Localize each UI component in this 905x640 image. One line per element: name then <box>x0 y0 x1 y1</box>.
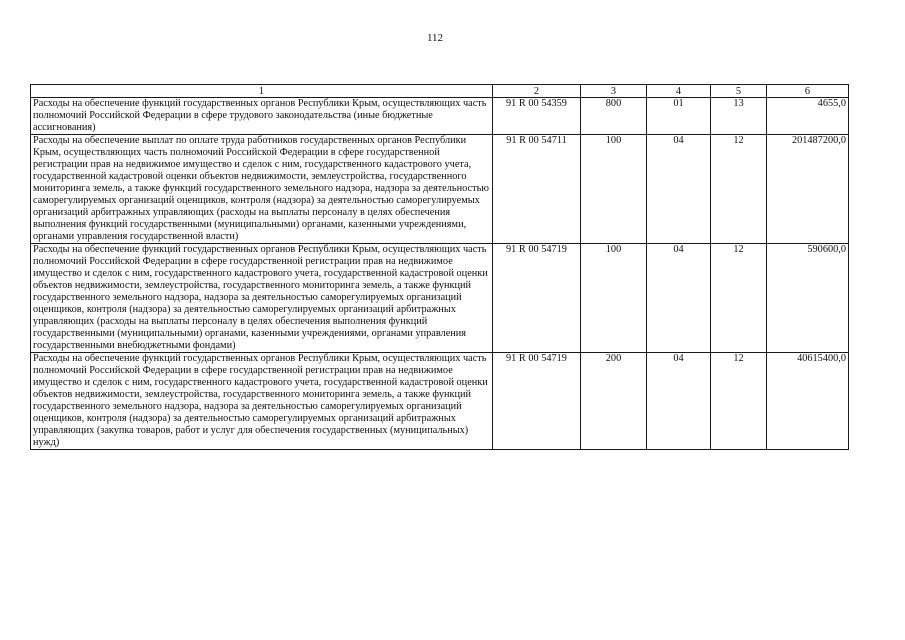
table-row <box>31 98 849 135</box>
row-subsection: 12 <box>711 353 767 450</box>
row-target-code: 91 R 00 54711 <box>493 135 581 244</box>
row-expense-type: 200 <box>581 353 647 450</box>
row-amount: 201487200,0 <box>767 135 849 244</box>
row-section: 04 <box>647 244 711 353</box>
row-amount: 590600,0 <box>767 244 849 353</box>
row-expense-type: 100 <box>581 135 647 244</box>
column-header-5: 5 <box>711 85 767 98</box>
table-row <box>31 244 849 353</box>
table-row <box>31 135 849 244</box>
row-expense-type: 100 <box>581 244 647 353</box>
row-section: 04 <box>647 353 711 450</box>
row-section: 04 <box>647 135 711 244</box>
row-section: 01 <box>647 98 711 135</box>
column-header-4: 4 <box>647 85 711 98</box>
row-target-code: 91 R 00 54719 <box>493 353 581 450</box>
column-header-6: 6 <box>767 85 849 98</box>
row-description: Расходы на обеспечение функций государственных органов Республики Крым, осуществляющих часть полномочий Российской Федерации в сфере государственной регистрации прав на недвижимое имущество и сделок с ним, государственного кадастрового учета, государственной кадастровой оценки объектов недвижимости, землеустройства, государственного мониторинга земель, а также функций государственного земельного надзора, надзора за деятельностью саморегулируемых организаций оценщиков, контроля (надзора) за деятельностью саморегулируемых организаций арбитражных управляющих (закупка товаров, работ и услуг для обеспечения государственных (муниципальных) нужд) <box>31 353 493 450</box>
row-description: Расходы на обеспечение функций государственных органов Республики Крым, осуществляющих часть полномочий Российской Федерации в сфере трудового законодательства (иные бюджетные ассигнования) <box>31 98 493 135</box>
column-header-3: 3 <box>581 85 647 98</box>
row-amount: 40615400,0 <box>767 353 849 450</box>
row-subsection: 12 <box>711 135 767 244</box>
row-subsection: 12 <box>711 244 767 353</box>
page-number: 112 <box>426 32 444 44</box>
column-header-2: 2 <box>493 85 581 98</box>
budget-table <box>30 84 849 450</box>
table-header-row <box>31 85 849 98</box>
row-target-code: 91 R 00 54719 <box>493 244 581 353</box>
row-subsection: 13 <box>711 98 767 135</box>
column-header-1: 1 <box>31 85 493 98</box>
row-target-code: 91 R 00 54359 <box>493 98 581 135</box>
row-description: Расходы на обеспечение выплат по оплате труда работников государственных органов Республики Крым, осуществляющих часть полномочий Российской Федерации в сфере государственной регистрации прав на недвижимое имущество и сделок с ним, государственного кадастрового учета, государственной кадастровой оценки объектов недвижимости, землеустройства, государственного мониторинга земель, а также функций государственного земельного надзора, надзора за деятельностью саморегулируемых организаций оценщиков, контроля (надзора) за деятельностью саморегулируемых организаций арбитражных управляющих (расходы на выплаты персоналу в целях обеспечения выполнения функций государственными (муниципальными) органами, казенными учреждениями, органами управления государственной власти) <box>31 135 493 244</box>
table-row <box>31 353 849 450</box>
row-amount: 4655,0 <box>767 98 849 135</box>
row-expense-type: 800 <box>581 98 647 135</box>
row-description: Расходы на обеспечение функций государственных органов Республики Крым, осуществляющих часть полномочий Российской Федерации в сфере государственной регистрации прав на недвижимое имущество и сделок с ним, государственного кадастрового учета, государственной кадастровой оценки объектов недвижимости, землеустройства, государственного мониторинга земель, а также функций государственного земельного надзора, надзора за деятельностью саморегулируемых организаций оценщиков, контроля (надзора) за деятельностью саморегулируемых организаций арбитражных управляющих (расходы на выплаты персоналу в целях обеспечения выполнения функций государственными (муниципальными) органами, казенными учреждениями, органами управления государственными внебюджетными фондами) <box>31 244 493 353</box>
